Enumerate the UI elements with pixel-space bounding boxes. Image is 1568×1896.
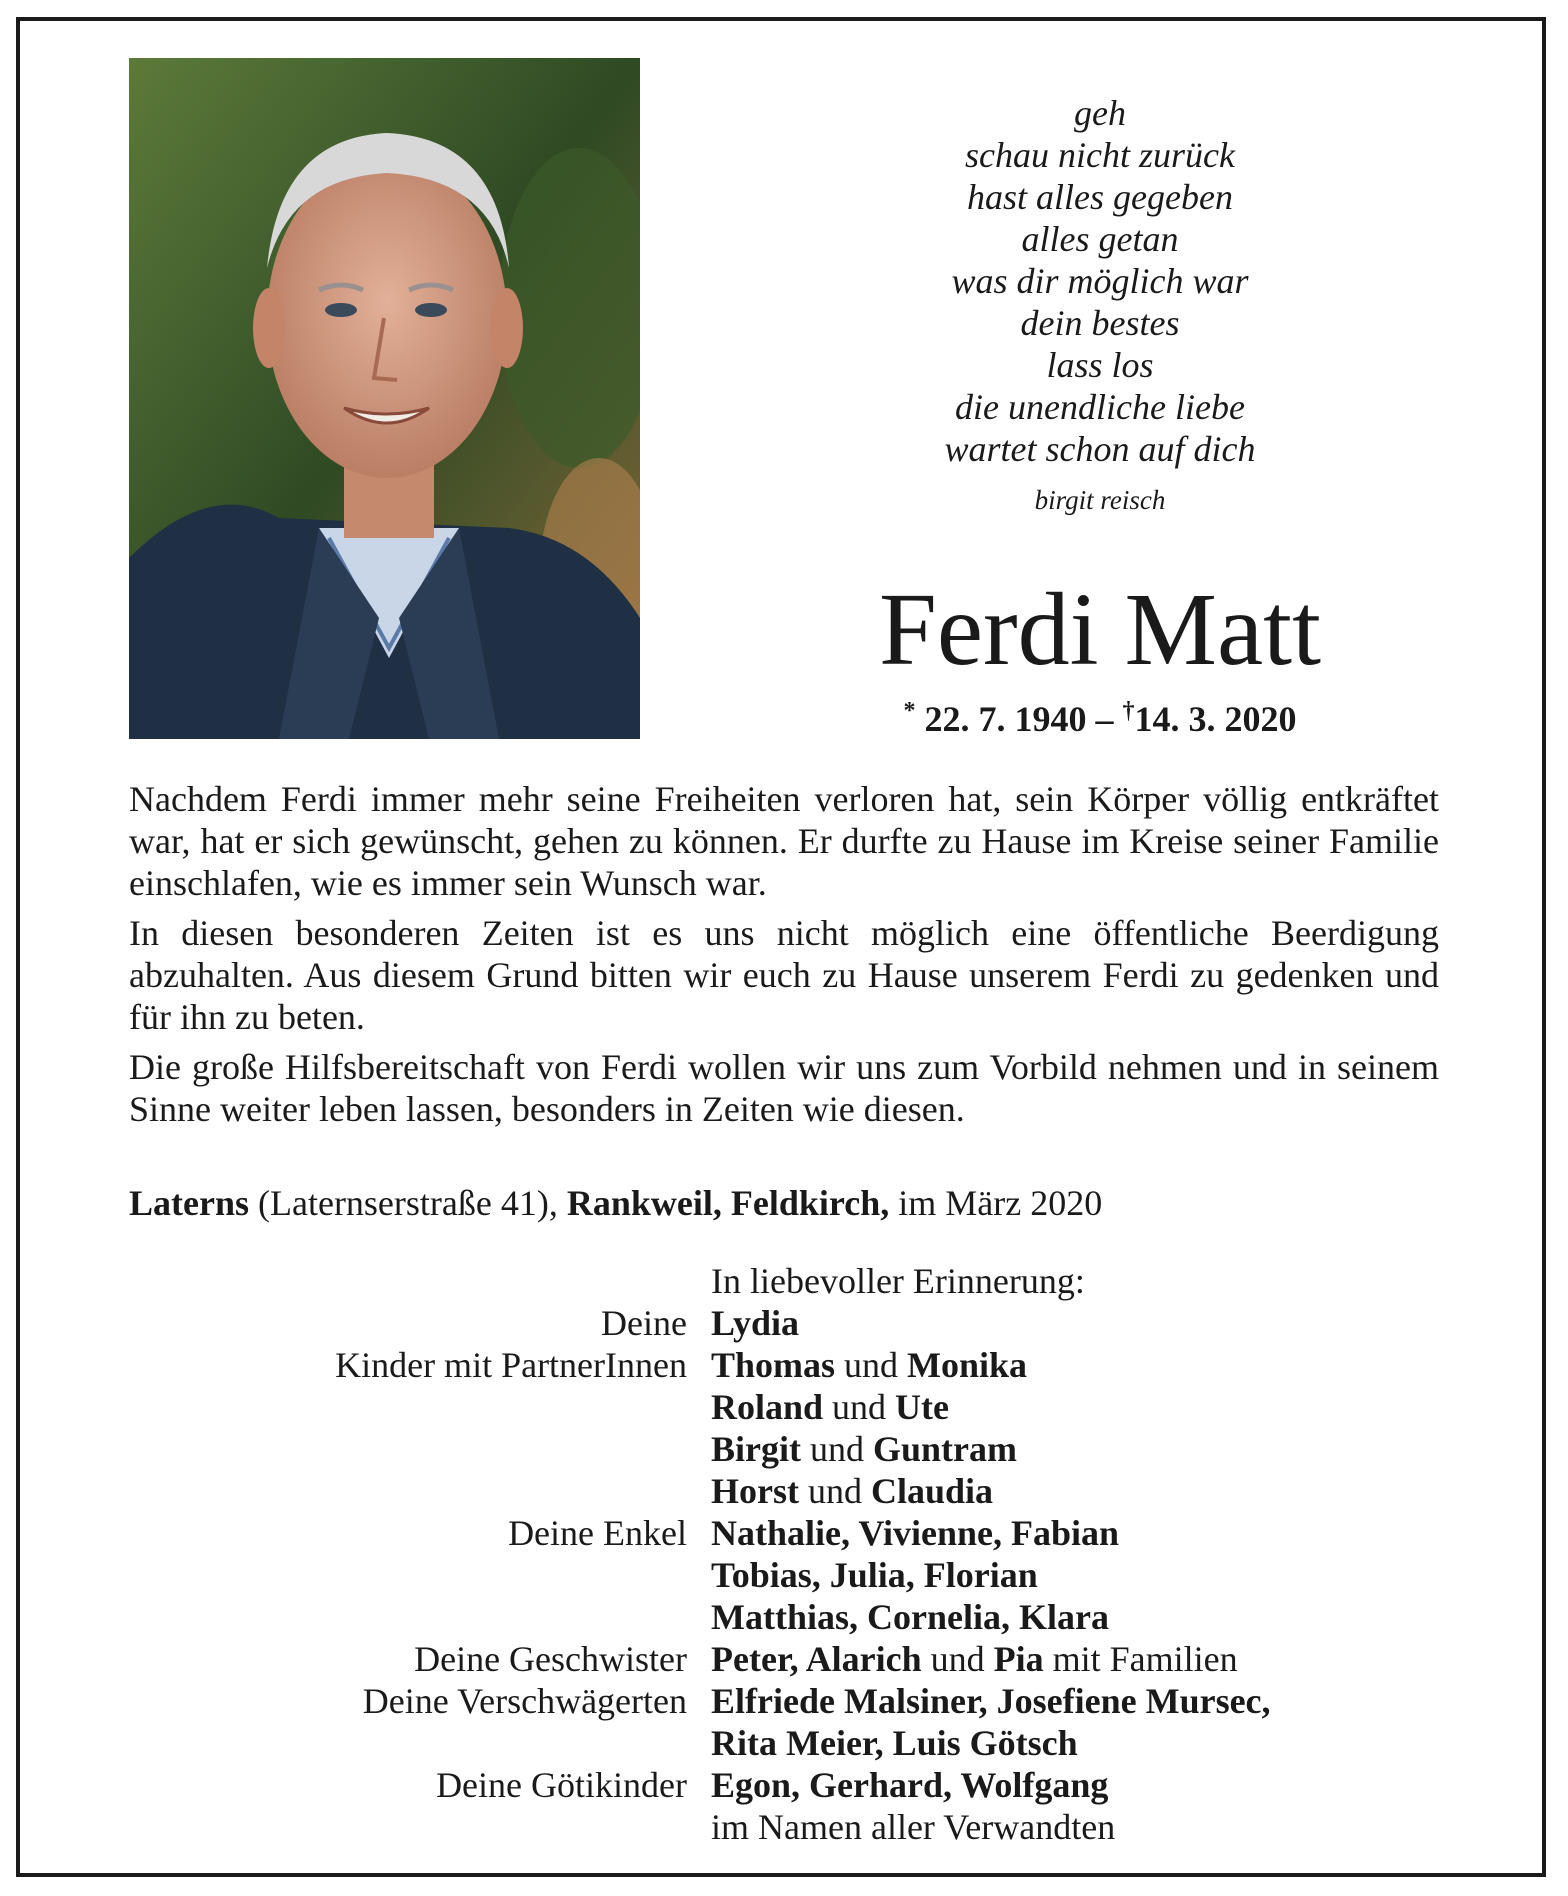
survivor-row — [129, 1512, 1439, 1554]
death-symbol: † — [1122, 698, 1135, 724]
relation-label: Deine Götikinder — [436, 1765, 687, 1805]
relation-label: Deine — [601, 1303, 687, 1343]
town-laterns: Laterns — [129, 1183, 249, 1223]
poem-line: was dir möglich war — [951, 261, 1249, 301]
paragraph: In diesen besonderen Zeiten ist es uns nicht möglich eine öffentliche Beerdigung abzuhalten. Aus diesem Grund bitten wir euch zu Hause unserem Ferdi zu gedenken und für ihn zu beten. — [129, 913, 1439, 1037]
intro: In liebevoller Erinnerung: — [711, 1261, 1085, 1301]
poem-line: die unendliche liebe — [955, 387, 1245, 427]
obituary-text — [129, 778, 1439, 1138]
relation-label: Kinder mit PartnerInnen — [335, 1345, 687, 1385]
survivor-name: Roland — [711, 1387, 824, 1427]
poem-line: alles getan — [1021, 219, 1179, 259]
survivor-row — [129, 1470, 1439, 1512]
survivor-name: Thomas — [711, 1345, 836, 1385]
survivor-row — [129, 1260, 1439, 1302]
survivor-row — [129, 1302, 1439, 1344]
paragraph: Nachdem Ferdi immer mehr seine Freiheiten verloren hat, sein Körper völlig entkräftet war, hat er sich gewünscht, gehen zu können. Er durfte zu Hause im Kreise seiner Familie einschlafen, wie es immer sein Wunsch war. — [129, 779, 1439, 903]
deceased-name: Ferdi Matt — [879, 572, 1321, 687]
survivor-name: Lydia — [711, 1303, 800, 1343]
survivor-name: Rita Meier, Luis Götsch — [711, 1723, 1078, 1763]
relation-label: Deine Geschwister — [414, 1639, 687, 1679]
survivor-name: Elfriede Malsiner, Josefiene Mursec, — [711, 1681, 1271, 1721]
address: (Laternserstraße 41), — [258, 1183, 558, 1223]
survivor-name: Guntram — [872, 1429, 1017, 1469]
relation-label: Deine Verschwägerten — [362, 1681, 687, 1721]
birth-symbol: * — [903, 698, 916, 724]
connector: und — [807, 1471, 862, 1511]
relation-label: Deine Enkel — [508, 1513, 687, 1553]
survivor-row — [129, 1596, 1439, 1638]
survivor-name: Ute — [895, 1387, 950, 1427]
connector: und — [930, 1639, 985, 1679]
survivor-row — [129, 1428, 1439, 1470]
poem-author: birgit reisch — [1034, 485, 1166, 515]
poem-line: lass los — [1046, 345, 1154, 385]
survivor-name: Monika — [907, 1345, 1028, 1385]
poem-line: geh — [1074, 93, 1126, 133]
portrait-photo — [129, 58, 640, 739]
paragraph: Die große Hilfsbereitschaft von Ferdi wollen wir uns zum Vorbild nehmen und in seinem Sinne weiter leben lassen, besonders in Zeiten wie diesen. — [129, 1047, 1439, 1129]
connector: mit Familien — [1052, 1639, 1238, 1679]
closing: im Namen aller Verwandten — [711, 1807, 1116, 1847]
poem-line: hast alles gegeben — [967, 177, 1233, 217]
survivor-row — [129, 1386, 1439, 1428]
towns: Rankweil, Feldkirch, — [566, 1183, 890, 1223]
place-and-date — [129, 1182, 1439, 1224]
poem-line: dein bestes — [1020, 303, 1180, 343]
date-dash: – — [1095, 699, 1114, 739]
survivor-name: Horst — [711, 1471, 799, 1511]
survivor-row — [129, 1344, 1439, 1386]
date: im März 2020 — [898, 1183, 1103, 1223]
survivor-name: Matthias, Cornelia, Klara — [711, 1597, 1109, 1637]
poem-line: wartet schon auf dich — [944, 429, 1256, 469]
death-date: 14. 3. 2020 — [1134, 699, 1297, 739]
survivor-row — [129, 1806, 1439, 1848]
survivor-name: Nathalie, Vivienne, Fabian — [711, 1513, 1120, 1553]
survivor-row — [129, 1638, 1439, 1680]
connector: und — [809, 1429, 864, 1469]
survivor-name: Pia — [993, 1639, 1044, 1679]
connector: und — [844, 1345, 899, 1385]
survivor-name: Egon, Gerhard, Wolfgang — [711, 1765, 1109, 1805]
survivor-name: Tobias, Julia, Florian — [711, 1555, 1038, 1595]
survivor-row — [129, 1764, 1439, 1806]
poem-line: schau nicht zurück — [965, 135, 1235, 175]
birth-date: 22. 7. 1940 — [924, 699, 1087, 739]
survivors-list — [129, 1260, 1439, 1848]
survivor-name: Claudia — [870, 1471, 994, 1511]
life-dates — [820, 698, 1380, 740]
poem — [820, 92, 1380, 470]
survivor-name: Birgit — [711, 1429, 801, 1469]
survivor-row — [129, 1680, 1439, 1722]
survivor-row — [129, 1554, 1439, 1596]
survivor-name: Peter, Alarich — [711, 1639, 922, 1679]
connector: und — [832, 1387, 887, 1427]
survivor-row — [129, 1722, 1439, 1764]
